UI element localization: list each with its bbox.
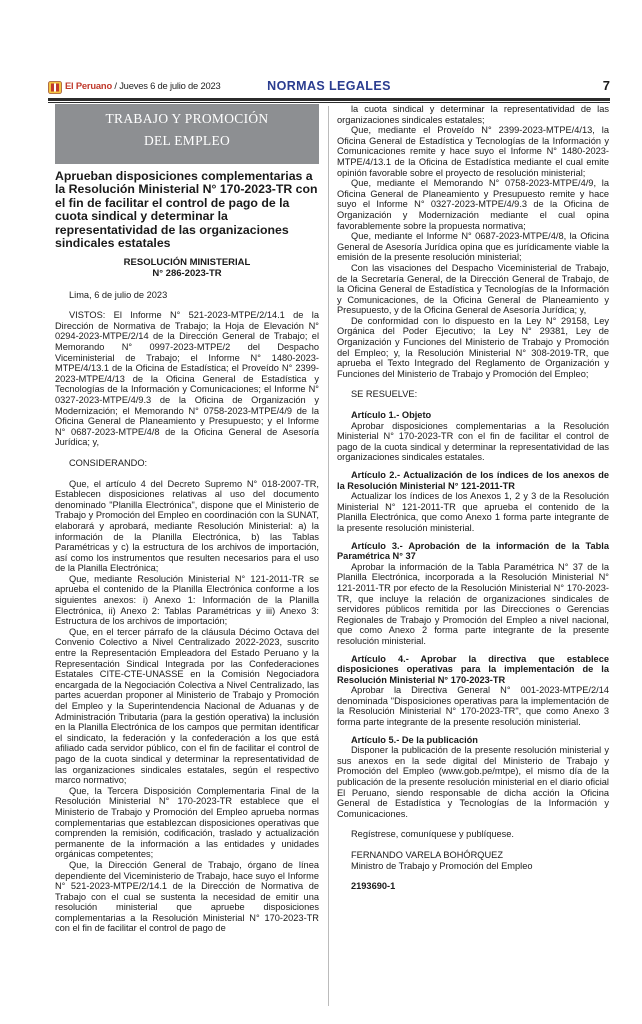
article-body: Aprobar la información de la Tabla Paramétrica N° 37 de la Planilla Electrónica, incorporada a la Resolución Ministerial N° 121-2011-TR por efecto de la Resolución Ministerial N° 170-2023-TR, que incluye la relación de organizaciones sindicales de servidores públicos remitida por las Direcciones o Gerencias Regionales de Trabajo y Promoción del Empleo a nivel nacional, que como Anexo 2 forma parte integrante de la presente resolución ministerial. (337, 561, 609, 646)
article-body: Aprobar la Directiva General N° 001-2023-MTPE/2/14 denominada "Disposiciones operativas para la implementación de la Resolución Ministerial N° 170-2023-TR", que como Anexo 3 forma parte integrante de la presente resolución ministerial. (337, 685, 609, 728)
page-header (48, 78, 610, 98)
left-column (55, 104, 319, 934)
considerando-paragraph: Que, el artículo 4 del Decreto Supremo N° 018-2007-TR, Establecen disposiciones relativas al uso del documento denominado "Planilla Electrónica", dispone que el Ministerio de Trabajo y Promoción del Empleo en coordinación con la SUNAT, elaborará y aprobará, mediante Resolución Ministerial: a) la información de la Planilla Electrónica, b) las Tablas Paramétricas y c) la estructura de los archivos de importación, así como los instrumentos que resulten necesarios para el uso de la Planilla Electrónica; (55, 478, 319, 574)
publication-code: 2193690-1 (351, 881, 396, 892)
issue-date: / Jueves 6 de julio de 2023 (111, 80, 221, 91)
considerando-paragraph: Que, mediante Resolución Ministerial N° 121-2011-TR se aprueba el contenido de la Planilla Electrónica conforme a los siguientes anexos: i) Anexo 1: Información de la Planilla Electrónica, ii) Anexo 2: Tablas Paramétricas y iii) Anexo 3: Estructura de los archivos de importación; (55, 573, 319, 627)
considerando-paragraph: De conformidad con lo dispuesto en la Ley N° 29158, Ley Orgánica del Poder Ejecutivo; la Ley N° 29381, Ley de Organización y Funciones del Ministerio de Trabajo y Promoción del Empleo; y, la Resolución Ministerial N° 308-2019-TR, que aprueba el Texto Integrado del Reglamento de Organización y Funciones del Ministerio de Trabajo y Promoción del Empleo; (337, 315, 609, 379)
resolution-number: RESOLUCIÓN MINISTERIAL N° 286-2023-TR (123, 257, 251, 280)
article-title: Artículo 2.- Actualización de los índices de los anexos de la Resolución Ministerial N° 121-2011-TR (337, 470, 609, 491)
place-date: Lima, 6 de julio de 2023 (69, 289, 168, 300)
article-body: Aprobar disposiciones complementarias a la Resolución Ministerial N° 170-2023-TR con el fin de facilitar el control de pago de la cuota sindical y determinar la representatividad de las organizaciones sindicales estatales. (337, 420, 609, 463)
considerando-paragraph: Que, mediante el Proveído N° 2399-2023-MTPE/4/13, la Oficina General de Estadística y Tecnologías de la Información y Comunicaciones remite y hace suyo el Informe N° 1480-2023-MTPE/4/13.1 de la Oficina de Estadística mediante el cual emite opinión favorable sobre el proyecto de resolución ministerial; (337, 125, 609, 178)
right-column (337, 104, 609, 892)
vistos-paragraph: VISTOS: El Informe N° 521-2023-MTPE/2/14.1 de la Dirección de Normativa de Trabajo; la Hoja de Elevación N° 0294-2023-MTPE/2/14 de la Dirección General de Trabajo; el Memorando N° 0997-2023-MTPE/2 del Despacho Viceministerial de Trabajo; el Informe N° 1480-2023-MTPE/4/13.1 de la Oficina de Estadística; el Proveído N° 2399-2023-MTPE/4/13 de la Oficina General de Estadística y Tecnologías de la Información y Comunicaciones; el Informe N° 0327-2023-MTPE/4/9.3 de la Oficina de Organización y Modernización; el Memorando N° 0758-2023-MTPE/4/9 de la Oficina General de Planeamiento y Presupuesto; y el Informe N° 0687-2023-MTPE/4/8 de la Oficina General de Asesoría Jurídica; y, (55, 310, 319, 448)
banner-line-2: DEL EMPLEO (143, 133, 231, 148)
article-body: Actualizar los índices de los Anexos 1, 2 y 3 de la Resolución Ministerial N° 121-2011-TR que aprueba el contenido de la Planilla Electrónica, que como Anexo 1 forma parte integrante de la presente resolución ministerial. (337, 491, 609, 533)
page-number: 7 (602, 78, 610, 93)
document-title: Aprueban disposiciones complementarias a la Resolución Ministerial N° 170-2023-TR con el fin de facilitar el control de pago de la cuota sindical y determinar la representatividad de las organizaciones sindicales estatales (55, 169, 318, 251)
considerando-paragraph: Que, la Dirección General de Trabajo, órgano de línea dependiente del Viceministerio de Trabajo, hace suyo el Informe N° 521-2023-MTPE/2/14.1 de la Dirección de Normativa de Trabajo con el cual se sustenta la necesidad de emitir una resolución ministerial que apruebe disposiciones complementarias a la Resolución Ministerial N° 170-2023-TR con el fin de facilitar el control de pago de (55, 859, 319, 934)
signatory-title: Ministro de Trabajo y Promoción del Empleo (351, 860, 533, 871)
newspaper-name: El Peruano / Jueves 6 de julio de 2023 (65, 80, 221, 91)
signatory-name: FERNANDO VARELA BOHÓRQUEZ (351, 850, 503, 860)
banner-line-1: TRABAJO Y PROMOCIÓN (105, 111, 269, 126)
section-title: NORMAS LEGALES (267, 79, 391, 93)
article-body: Disponer la publicación de la presente resolución ministerial y sus anexos en la sede digital del Ministerio de Trabajo y Promoción del Empleo (www.gob.pe/mtpe), el mismo día de la publicación de la presente resolución ministerial en el diario oficial El Peruano, siendo responsable de dicha acción la Oficina General de Estadística y Tecnologías de la Información y Comunicaciones. (337, 745, 609, 819)
article-title: Artículo 1.- Objeto (351, 410, 432, 421)
continued-paragraph: la cuota sindical y determinar la representatividad de las organizaciones sindicales estatales; (337, 104, 609, 125)
article-title: Artículo 5.- De la publicación (351, 734, 478, 745)
header-rule-thin (48, 102, 610, 103)
considerando-paragraph: Que, mediante el Informe N° 0687-2023-MTPE/4/8, la Oficina General de Asesoría Jurídica opina que es jurídicamente viable la emisión de la presente resolución ministerial; (337, 231, 609, 263)
considerando-paragraph: Con las visaciones del Despacho Viceministerial de Trabajo, de la Secretaría General, de la Dirección General de Trabajo, de la Oficina General de Estadística y Tecnologías de la Información y Comunicaciones, de la Oficina General de Planeamiento y Presupuesto, y de la Oficina General de Asesoría Jurídica; y, (337, 262, 609, 316)
considerando-paragraph: Que, la Tercera Disposición Complementaria Final de la Resolución Ministerial N° 170-2023-TR establece que el Ministerio de Trabajo y Promoción del Empleo aprueba normas complementarias que establezcan disposiciones operativas que comprenden la remisión, codificación, traslado y actualización permanente de la información a las entidades y unidades orgánicas competentes; (55, 785, 319, 860)
article-title: Artículo 3.- Aprobación de la información de la Tabla Paramétrica N° 37 (337, 540, 609, 562)
considerando-label: CONSIDERANDO: (69, 457, 148, 468)
header-rule (48, 98, 610, 101)
article-title: Artículo 4.- Aprobar la directiva que establece disposiciones operativas para la implementación de la Resolución Ministerial N° 170-2023-TR (337, 653, 609, 685)
column-separator (328, 106, 329, 1006)
closing-formula: Regístrese, comuníquese y publíquese. (351, 829, 514, 840)
ministry-banner (55, 104, 319, 164)
resuelve-label: SE RESUELVE: (351, 389, 418, 400)
considerando-paragraph: Que, mediante el Memorando N° 0758-2023-MTPE/4/9, la Oficina General de Planeamiento y Presupuesto remite y hace suyo el Informe N° 0327-2023-MTPE/4/9.3 de la Oficina de Organización y Modernización mediante el cual opina favorablemente sobre la propuesta normativa; (337, 178, 609, 231)
considerando-paragraph: Que, en el tercer párrafo de la cláusula Décimo Octava del Convenio Colectivo a Nivel Centralizado 2022-2023, suscrito entre la Representación Empleadora del Estado Peruano y la Representación Sindical Integrada por las Confederaciones Estatales CITE-CTE-UNASSE en la Comisión Negociadora encargada de la Negociación Colectiva a Nivel Centralizado, las partes acuerdan proponer al Ministerio de Trabajo y Promoción del Empleo y la Superintendencia Nacional de Aduanas y de Administración Tributaria (para la gestión operativa) la inclusión en la Planilla Electrónica de los campos que permitan identificar el sindicato, la federación y la confederación a los que está afiliado cada servidor público, con el fin de facilitar el control de pago de la cuota sindical y determinar la representatividad de las organizaciones sindicales estatales, según el respectivo marco normativo; (55, 626, 319, 786)
